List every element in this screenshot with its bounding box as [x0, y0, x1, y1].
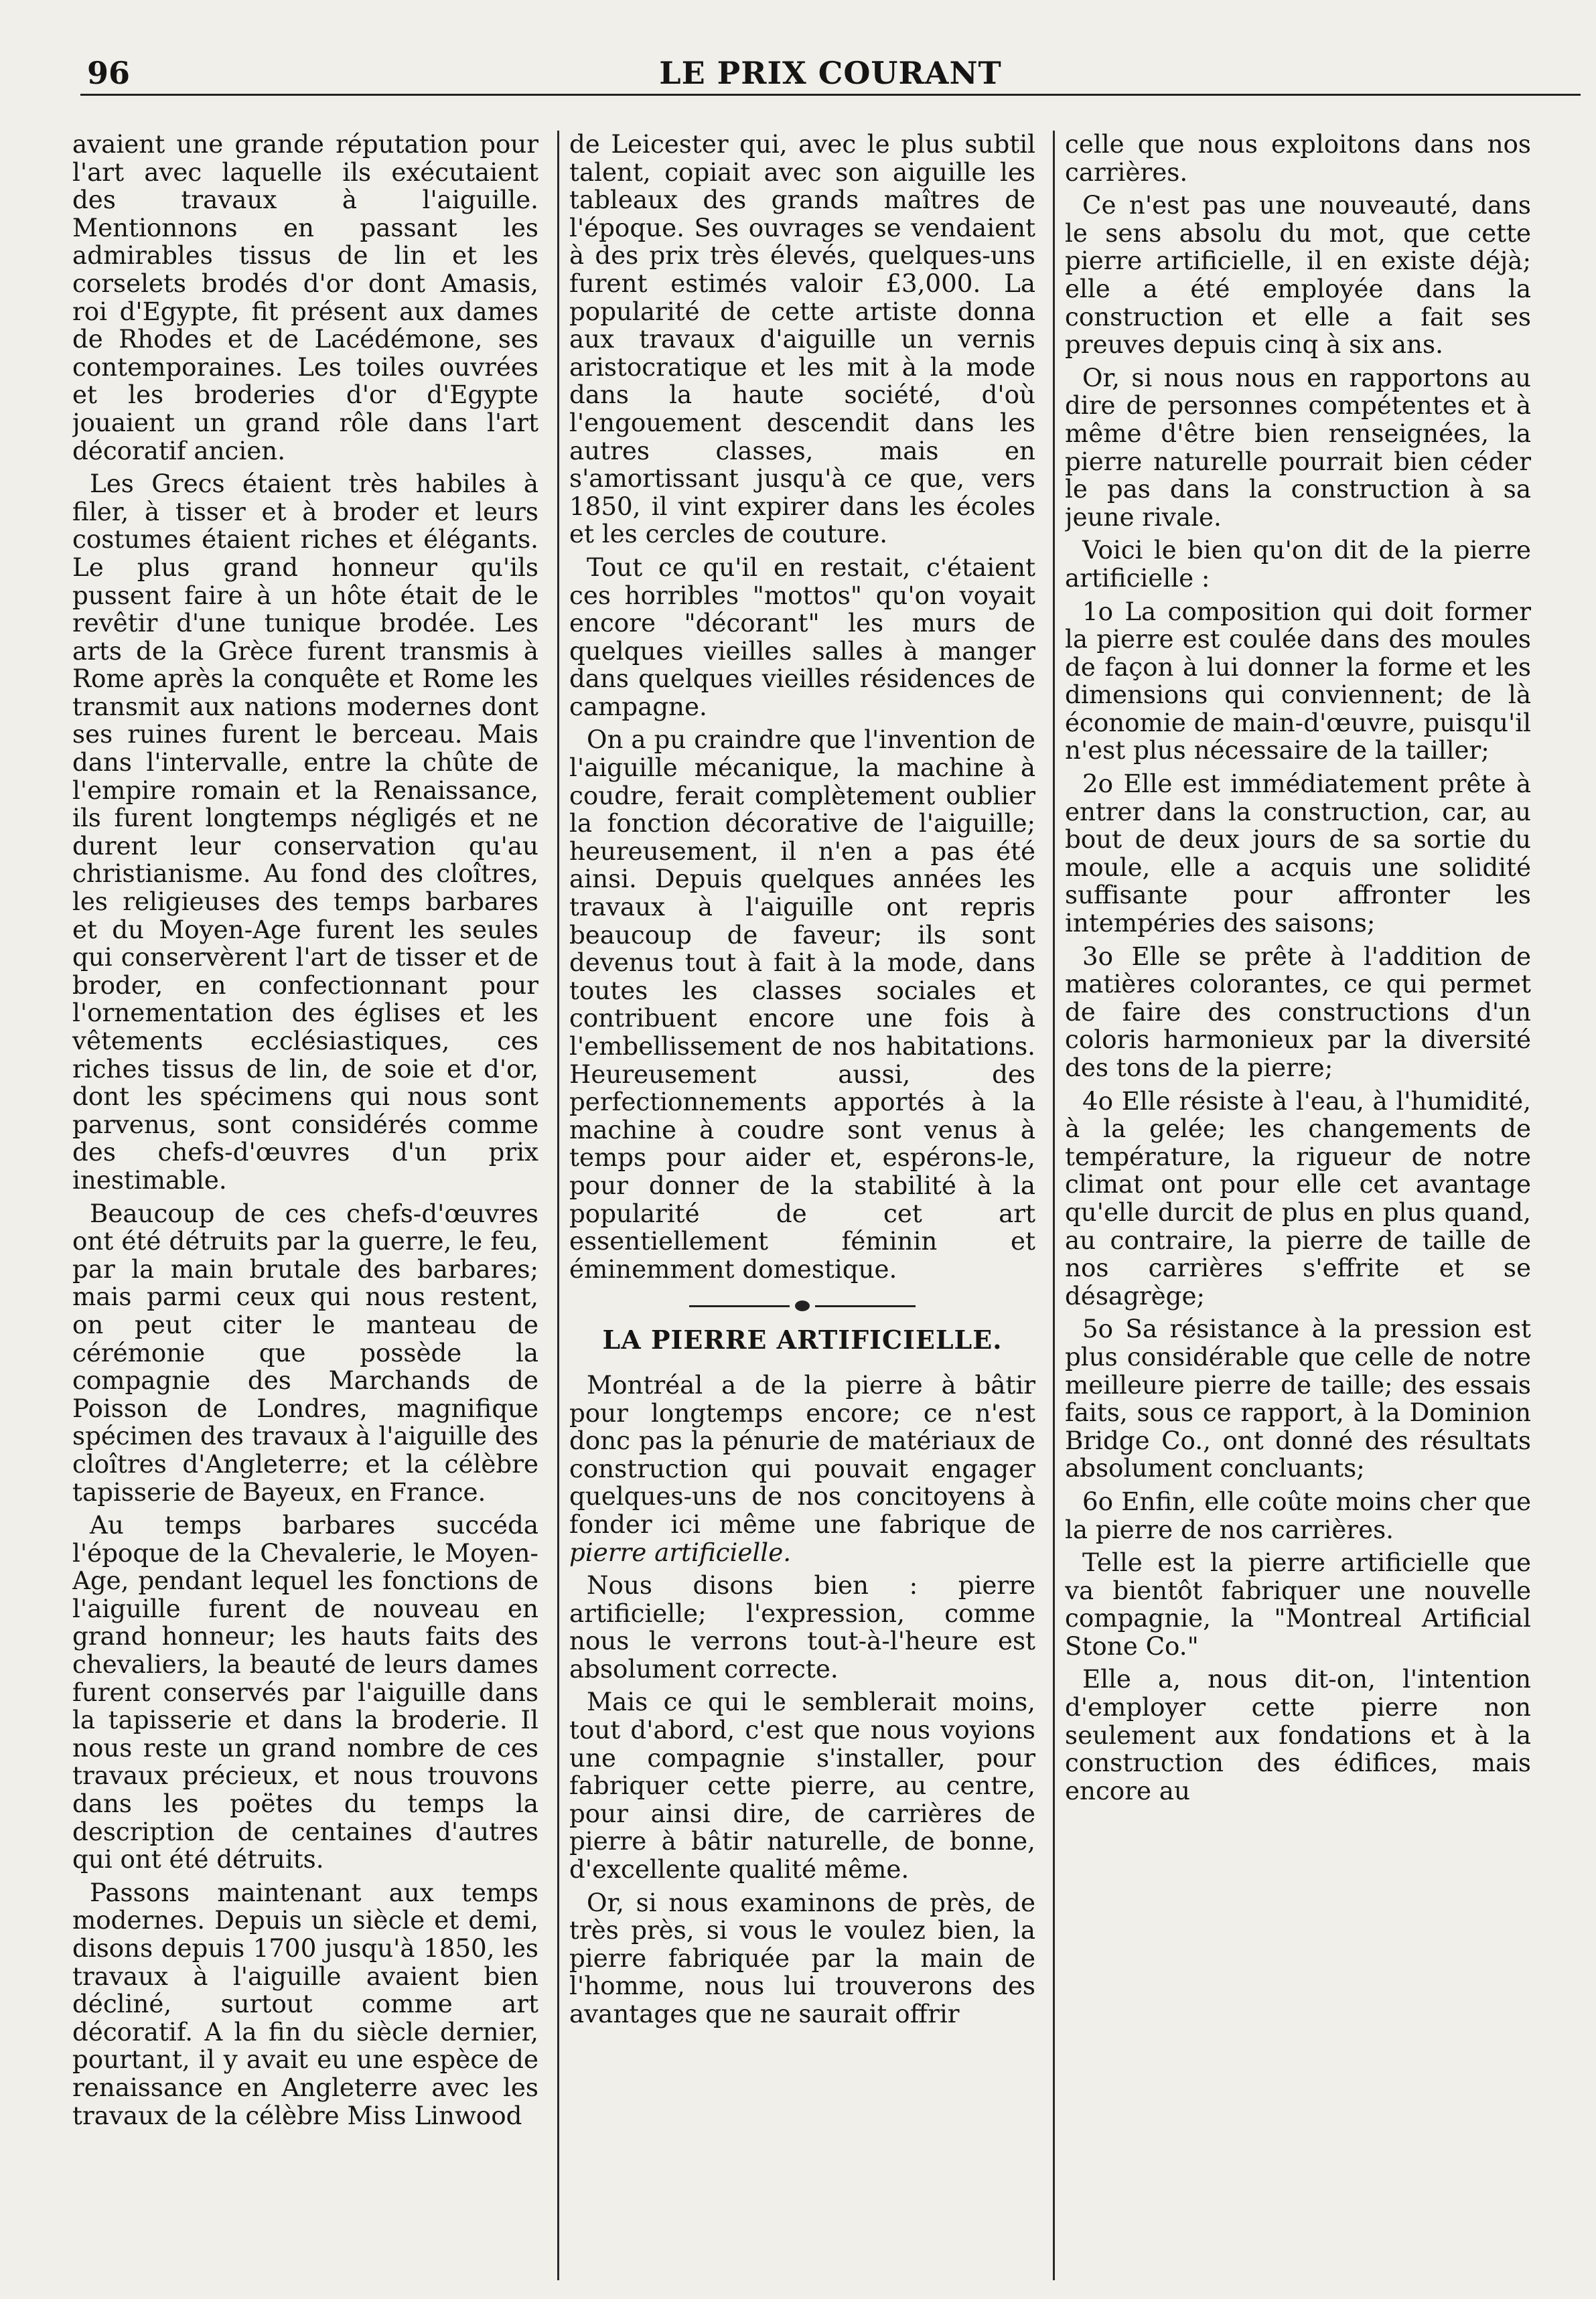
list-item: 5o Sa résistance à la pression est plus considérable que celle de notre meilleure pierre de taille; des essais faits, sous ce rapport, à la Dominion Bridge Co., ont donné des résultats absolument concluants;	[1065, 1314, 1531, 1483]
paragraph: Beaucoup de ces chefs-d'œuvres ont été détruits par la guerre, le feu, par la main brutale des barbares; mais parmi ceux qui nous restent, on peut citer le manteau de cérémonie que possède la compagnie des Marchands de Poisson de Londres, magnifique spécimen des travaux à l'aiguille des cloîtres d'Angleterre; et la célèbre tapisserie de Bayeux, en France.	[72, 1198, 538, 1507]
paragraph: celle que nous exploitons dans nos carrières.	[1065, 131, 1531, 187]
paragraph: Au temps barbares succéda l'époque de la Chevalerie, le Moyen-Age, pendant lequel les fonctions de l'aiguille furent de nouveau en grand honneur; les hauts faits des chevaliers, la beauté de leurs dames furent conservés par l'aiguille dans la tapisserie et dans la broderie. Il nous reste un grand nombre de ces travaux précieux, et nous trouvons dans les poëtes du temps la description de centaines d'autres qui ont été détruits.	[72, 1510, 538, 1874]
paragraph: On a pu craindre que l'invention de l'aiguille mécanique, la machine à coudre, ferait complètement oublier la fonction décorative de l'aiguille; heureusement, il n'en a pas été ainsi. Depuis quelques années les travaux à l'aiguille ont repris beaucoup de faveur; ils sont devenus tout à fait à la mode, dans toutes les classes sociales et contribuent encore une fois à l'embellissement de nos habitations. Heureusement aussi, des perfectionnements apportés à la machine à coudre sont venus à temps pour aider et, espérons-le, pour donner de la stabilité à la popularité de cet art essentiellement féminin et éminemment domestique.	[569, 725, 1035, 1284]
list-item: 1o La composition qui doit former la pierre est coulée dans des moules de façon à lui donner la forme et les dimensions qui conviennent; de là économie de main-d'œuvre, puisqu'il n'est plus nécessaire de la tailler;	[1065, 596, 1531, 765]
section-divider-ornament	[569, 1301, 1035, 1311]
list-item: 2o Elle est immédiatement prête à entrer dans la construction, car, au bout de deux jours de sa sortie du moule, elle a acquis une solidité suffisante pour affronter les intempéries des saisons;	[1065, 769, 1531, 938]
paragraph: Or, si nous nous en rapportons au dire de personnes compétentes et à même d'être bien renseignées, la pierre naturelle pourrait bien céder le pas dans la construction à sa jeune rivale.	[1065, 362, 1531, 532]
column-1	[72, 131, 538, 2280]
list-item: 6o Enfin, elle coûte moins cher que la pierre de nos carrières.	[1065, 1486, 1531, 1544]
paragraph: Passons maintenant aux temps modernes. Depuis un siècle et demi, disons depuis 1700 jusqu'à 1850, les travaux à l'aiguille avaient bien décliné, surtout comme art décoratif. A la fin du siècle dernier, pourtant, il y avait eu une espèce de renaissance en Angleterre avec les travaux de la célèbre Miss Linwood	[72, 1877, 538, 2130]
column-3	[1065, 131, 1531, 2280]
column-2	[569, 131, 1035, 2280]
paragraph: Telle est la pierre artificielle que va bientôt fabriquer une nouvelle compagnie, la "Montreal Artificial Stone Co."	[1065, 1548, 1531, 1661]
paragraph: Mais ce qui le semblerait moins, tout d'abord, c'est que nous voyions une compagnie s'installer, pour fabriquer cette pierre, au centre, pour ainsi dire, de carrières de pierre à bâtir naturelle, de bonne, d'excellente qualité même.	[569, 1687, 1035, 1884]
list-item: 3o Elle se prête à l'addition de matières colorantes, ce qui permet de faire des constructions d'un coloris harmonieux par la diversité des tons de la pierre;	[1065, 941, 1531, 1082]
paragraph: Or, si nous examinons de près, de très près, si vous le voulez bien, la pierre fabriquée par la main de l'homme, nous lui trouverons des avantages que ne saurait offrir	[569, 1887, 1035, 2028]
article-title: LA PIERRE ARTIFICIELLE.	[602, 1325, 1003, 1355]
paragraph: Les Grecs étaient très habiles à filer, à tisser et à broder et leurs costumes étaient riches et élégants. Le plus grand honneur qu'ils pussent faire à un hôte était de le revêtir d'une tunique brodée. Les arts de la Grèce furent transmis à Rome après la conquête et Rome les transmit aux nations modernes dont ses ruines furent le berceau. Mais dans l'intervalle, entre la chûte de l'empire romain et la Renaissance, ils furent longtemps négligés et ne durent leur conservation qu'au christianisme. Au fond des cloîtres, les religieuses des temps barbares et du Moyen-Age furent les seules qui conservèrent l'art de tisser et de broder, en confectionnant pour l'ornementation des églises et les vêtements ecclésiastiques, ces riches tissus de lin, de soie et d'or, dont les spécimens qui nous sont parvenus, sont considérés comme des chefs-d'œuvres d'un prix inestimable.	[72, 469, 538, 1195]
paragraph: avaient une grande réputation pour l'art avec laquelle ils exécutaient des travaux à l'aiguille. Mentionnons en passant les admirables tissus de lin et les corselets brodés d'or dont Amasis, roi d'Egypte, fit présent aux dames de Rhodes et de Lacédémone, ses contemporaines. Les toiles ouvrées et les broderies d'or d'Egypte jouaient un grand rôle dans l'art décoratif ancien.	[72, 131, 538, 465]
journal-title: LE PRIX COURANT	[659, 55, 1002, 91]
paragraph: Elle a, nous dit-on, l'intention d'employer cette pierre non seulement aux fondations et à la construction des édifices, mais encore au	[1065, 1664, 1531, 1805]
column-rule-left	[557, 131, 559, 2280]
paragraph: Voici le bien qu'on dit de la pierre artificielle :	[1065, 535, 1531, 593]
divider-line	[689, 1305, 790, 1307]
paragraph	[569, 1371, 1035, 1566]
page-header	[80, 54, 1581, 96]
paragraph: Nous disons bien : pierre artificielle; l'expression, comme nous le verrons tout-à-l'heure est absolument correcte.	[569, 1570, 1035, 1684]
paragraph: Ce n'est pas une nouveauté, dans le sens absolu du mot, que cette pierre artificielle, il en existe déjà; elle a été employée dans la construction et elle a fait ses preuves depuis cinq à six ans.	[1065, 190, 1531, 360]
list-item: 4o Elle résiste à l'eau, à l'humidité, à la gelée; les changements de température, la rigueur de notre climat ont pour elle cet avantage qu'elle durcit de plus en plus quand, au contraire, la pierre de taille de nos carrières s'effrite et se désagrège;	[1065, 1086, 1531, 1311]
paragraph-text: Montréal a de la pierre à bâtir pour longtemps encore; ce n'est donc pas la pénurie de matériaux de construction qui pouvait engager quelques-uns de nos concitoyens à fonder ici même une fabrique de	[569, 1369, 1035, 1539]
italic-term: pierre artificielle.	[569, 1537, 792, 1567]
column-rule-right	[1053, 131, 1055, 2280]
paragraph: Tout ce qu'il en restait, c'étaient ces horribles "mottos" qu'on voyait encore "décorant" les murs de quelques vieilles salles à manger dans quelques vieilles résidences de campagne.	[569, 552, 1035, 721]
page-number: 96	[87, 55, 131, 91]
divider-dot	[795, 1301, 810, 1311]
divider-line	[815, 1305, 916, 1307]
paragraph: de Leicester qui, avec le plus subtil talent, copiait avec son aiguille les tableaux des grands maîtres de l'époque. Ses ouvrages se vendaient à des prix très élevés, quelques-uns furent estimés valoir £3,000. La popularité de cette artiste donna aux travaux d'aiguille un vernis aristocratique et les mit à la mode dans la haute société, d'où l'engouement descendit dans les autres classes, mais en s'amortissant jusqu'à ce que, vers 1850, il vint expirer dans les écoles et les cercles de couture.	[569, 131, 1035, 549]
